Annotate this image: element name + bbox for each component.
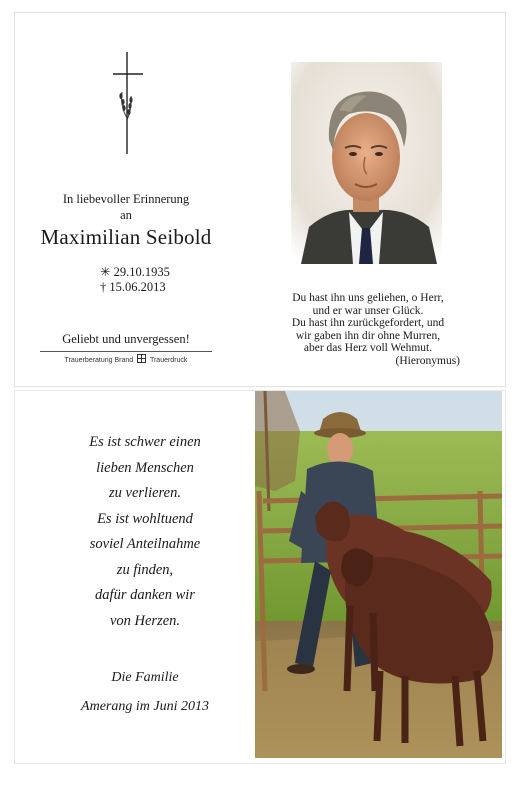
quote-line: aber das Herz voll Wehmut.	[303, 342, 433, 355]
verse-line: zu finden,	[116, 561, 174, 578]
in-memory-to-line: an	[120, 208, 132, 222]
quote-block	[268, 292, 468, 368]
thank-you-verse	[60, 430, 230, 634]
cross-with-wheat-icon	[109, 48, 149, 158]
farm-photo-man-with-sheep	[255, 391, 502, 758]
birth-date: ✳ 29.10.1935	[100, 265, 170, 279]
verse-line: lieben Menschen	[96, 459, 194, 476]
verse-line: Es ist wohltuend	[97, 510, 193, 527]
in-memory-line: In liebevoller Erinnerung	[62, 192, 190, 206]
verse-line: dafür danken wir	[95, 587, 195, 603]
quote-source: (Hieronymus)	[395, 354, 460, 367]
verse-line: soviel Anteilnahme	[89, 536, 201, 552]
farewell-text: Geliebt und unvergessen!	[62, 332, 190, 346]
family-signature: Die Familie	[111, 670, 179, 685]
portrait-photo	[291, 62, 442, 264]
verse-line: zu verlieren.	[109, 485, 181, 501]
printer-emblem-icon	[137, 354, 146, 363]
printer-credit	[26, 354, 226, 364]
quote-line: Du hast ihn uns geliehen, o Herr,	[292, 292, 444, 304]
quote-line: wir gaben ihn dir ohne Murren,	[295, 329, 441, 342]
verse-line: von Herzen.	[109, 612, 181, 629]
printer-left-text: Trauerberatung Brand	[64, 357, 134, 364]
deceased-name: Maximilian Seibold	[40, 225, 212, 249]
quote-line: Du hast ihn zurückgefordert, und	[291, 317, 445, 330]
divider	[40, 351, 212, 352]
death-date: † 15.06.2013	[100, 280, 166, 294]
printer-right-text: Trauerdruck	[149, 357, 188, 364]
verse-line: Es ist schwer einen	[89, 434, 201, 450]
quote-line: und er war unser Glück.	[312, 304, 424, 317]
place-and-date: Amerang im Juni 2013	[81, 699, 209, 714]
